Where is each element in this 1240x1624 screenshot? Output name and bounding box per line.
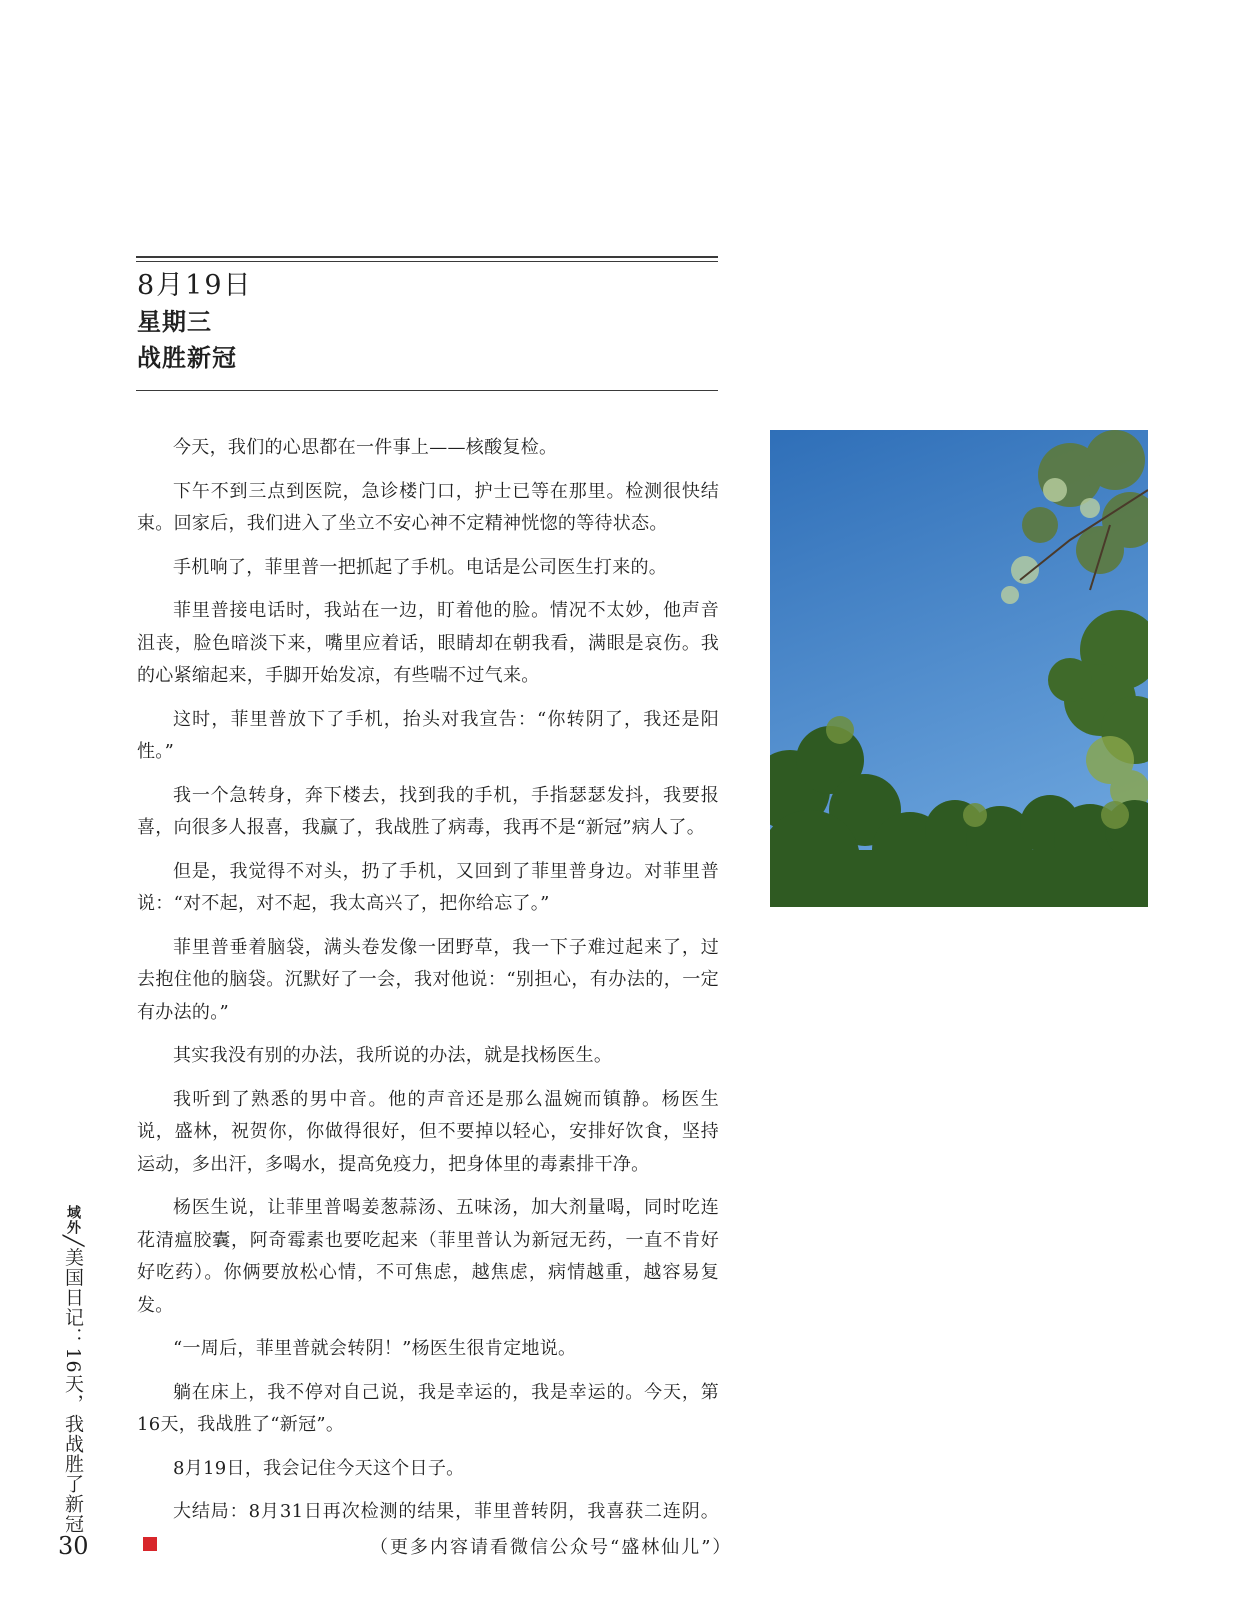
paragraph: 躺在床上，我不停对自己说，我是幸运的，我是幸运的。今天，第16天，我战胜了“新冠”。 — [137, 1381, 719, 1435]
paragraph: 今天，我们的心思都在一件事上——核酸复检。 — [173, 437, 558, 458]
section-side-label — [60, 1205, 86, 1534]
paragraph-text: 大结局：8月31日再次检测的结果，菲里普转阴，我喜获二连阴。 — [173, 1501, 719, 1522]
page-number: 30 — [58, 1532, 89, 1560]
header-bottom-rule — [136, 390, 718, 391]
paragraph: 但是，我觉得不对头，扔了手机，又回到了菲里普身边。对菲里普说：“对不起，对不起，我太高兴了，把你给忘了。” — [137, 860, 719, 914]
paragraph: 菲里普接电话时，我站在一边，盯着他的脸。情况不太妙，他声音沮丧，脸色暗淡下来，嘴里应着话，眼睛却在朝我看，满眼是哀伤。我的心紧缩起来，手脚开始发凉，有些喘不过气来。 — [137, 600, 719, 686]
section-separator: ╱ — [62, 1235, 84, 1248]
article-body — [137, 432, 719, 1572]
paragraph: 其实我没有别的办法，我所说的办法，就是找杨医生。 — [173, 1045, 613, 1066]
footer-note: （更多内容请看微信公众号“盛林仙儿”） — [370, 1537, 733, 1558]
paragraph: 下午不到三点到医院，急诊楼门口，护士已等在那里。检测很快结束。回家后，我们进入了坐立不安心神不定精神恍惚的等待状态。 — [137, 480, 719, 534]
paragraph: 手机响了，菲里普一把抓起了手机。电话是公司医生打来的。 — [173, 556, 668, 578]
paragraph: “一周后，菲里普就会转阴！”杨医生很肯定地说。 — [173, 1338, 577, 1359]
entry-header — [137, 268, 697, 376]
sky-tree-photo — [770, 430, 1148, 907]
entry-title: 战胜新冠 — [137, 343, 237, 372]
paragraph: 我一个急转身，奔下楼去，找到我的手机，手指瑟瑟发抖，我要报喜，向很多人报喜，我赢了，我战胜了病毒，我再不是“新冠”病人了。 — [137, 784, 719, 838]
entry-date: 8月19日 — [137, 270, 253, 301]
paragraph: 我听到了熟悉的男中音。他的声音还是那么温婉而镇静。杨医生说，盛林，祝贺你，你做得很好，但不要掉以轻心，安排好饮食，坚持运动，多出汗，多喝水，提高免疫力，把身体里的毒素排干净。 — [137, 1088, 719, 1175]
running-title: 美国日记：16天，我战胜了新冠 — [62, 1247, 84, 1534]
paragraph: 8月19日，我会记住今天这个日子。 — [173, 1457, 465, 1479]
end-mark-square — [143, 1537, 157, 1551]
section-name: 域外 — [65, 1205, 81, 1235]
paragraph: 杨医生说，让菲里普喝姜葱蒜汤、五味汤，加大剂量喝，同时吃连花清瘟胶囊，阿奇霉素也要吃起来（菲里普认为新冠无药，一直不肯好好吃药）。你俩要放松心情，不可焦虑，越焦虑，病情越重，越容易复发。 — [137, 1197, 719, 1316]
paragraph: 菲里普垂着脑袋，满头卷发像一团野草，我一下子难过起来了，过去抱住他的脑袋。沉默好了一会，我对他说：“别担心，有办法的，一定有办法的。” — [137, 936, 719, 1023]
header-top-rule — [136, 256, 718, 262]
entry-weekday: 星期三 — [137, 307, 212, 336]
paragraph: 这时，菲里普放下了手机，抬头对我宣告：“你转阴了，我还是阳性。” — [137, 708, 719, 762]
